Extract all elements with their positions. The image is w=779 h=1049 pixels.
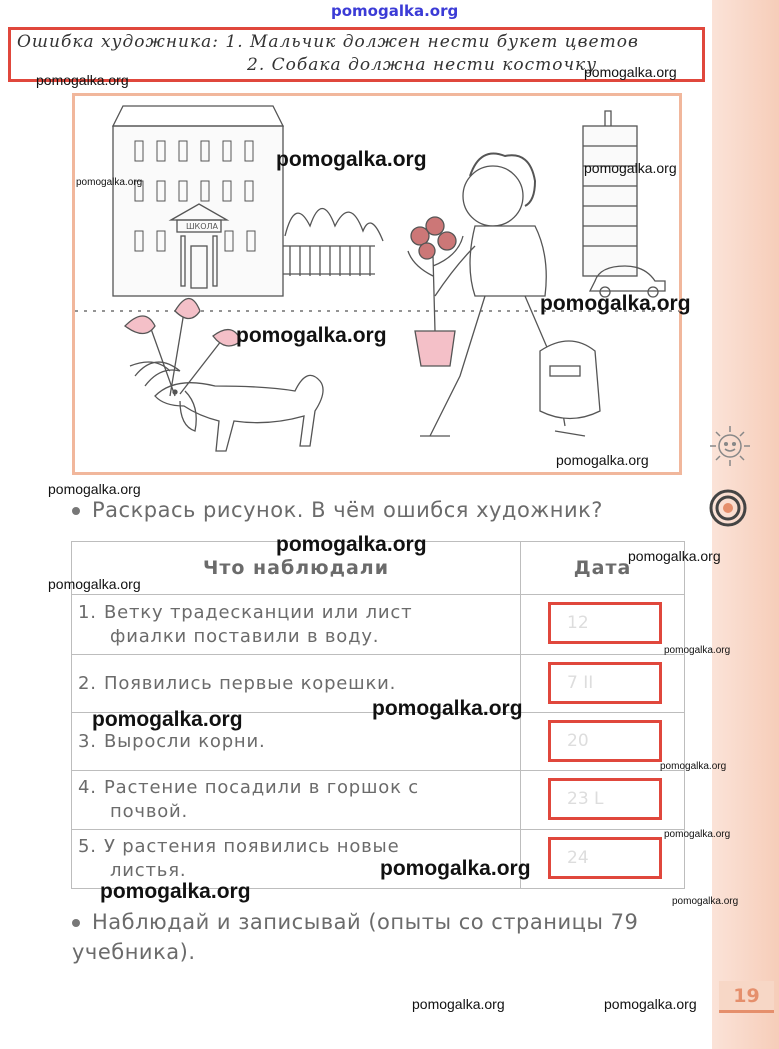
watermark: pomogalka.org — [540, 292, 691, 315]
page-number: 19 — [719, 981, 774, 1013]
watermark: pomogalka.org — [584, 160, 677, 176]
date-field[interactable]: 24 — [548, 837, 662, 879]
watermark: pomogalka.org — [556, 452, 649, 468]
watermark: pomogalka.org — [48, 576, 141, 592]
watermark: pomogalka.org — [672, 896, 739, 907]
date-field[interactable]: 20 — [548, 720, 662, 762]
header-date: Дата — [521, 542, 685, 595]
watermark: pomogalka.org — [412, 996, 505, 1012]
watermark: pomogalka.org — [584, 64, 677, 80]
sun-icon — [708, 424, 752, 468]
watermark: pomogalka.org — [372, 697, 523, 720]
watermark: pomogalka.org — [276, 533, 427, 556]
header-observed: Что наблюдали — [72, 542, 521, 595]
watermark: pomogalka.org — [604, 996, 697, 1012]
watermark: pomogalka.org — [236, 324, 387, 347]
date-field[interactable]: 23 L — [548, 778, 662, 820]
table-row: 3. Выросли корни. 20 — [72, 713, 685, 771]
answer-line-2: 2. Собака должна нести косточку — [247, 55, 598, 75]
school-sign: ШКОЛА — [186, 222, 219, 231]
date-field[interactable]: 7 II — [548, 662, 662, 704]
watermark: pomogalka.org — [660, 761, 727, 772]
table-row: 2. Появились первые корешки. 7 II — [72, 655, 685, 713]
watermark: pomogalka.org — [76, 177, 143, 188]
watermark: pomogalka.org — [48, 481, 141, 497]
table-row: 4. Растение посадили в горшок с почвой. 23 L — [72, 771, 685, 830]
watermark: pomogalka.org — [92, 708, 243, 731]
watermark: pomogalka.org — [380, 857, 531, 880]
watermark: pomogalka.org — [664, 829, 731, 840]
watermark: pomogalka.org — [100, 880, 251, 903]
watermark: pomogalka.org — [36, 72, 129, 88]
table-row: 5. У растения появились новые листья. 24 — [72, 830, 685, 889]
top-watermark: pomogalka.org — [331, 2, 459, 20]
date-field[interactable]: 12 — [548, 602, 662, 644]
spiral-icon — [708, 488, 748, 528]
watermark: pomogalka.org — [628, 548, 721, 564]
watermark: pomogalka.org — [664, 645, 731, 656]
watermark: pomogalka.org — [276, 148, 427, 171]
task-observe-line-1: Наблюдай и записывай (опыты со страницы 79 — [72, 910, 638, 934]
task-color-picture: Раскрась рисунок. В чём ошибся художник? — [72, 498, 603, 522]
table-row: 1. Ветку традесканции или лист фиалки поставили в воду. 12 — [72, 595, 685, 655]
task-observe-line-2: учебника). — [72, 940, 196, 964]
answer-line-1: Ошибка художника: 1. Мальчик должен нести букет цветов — [17, 32, 639, 52]
